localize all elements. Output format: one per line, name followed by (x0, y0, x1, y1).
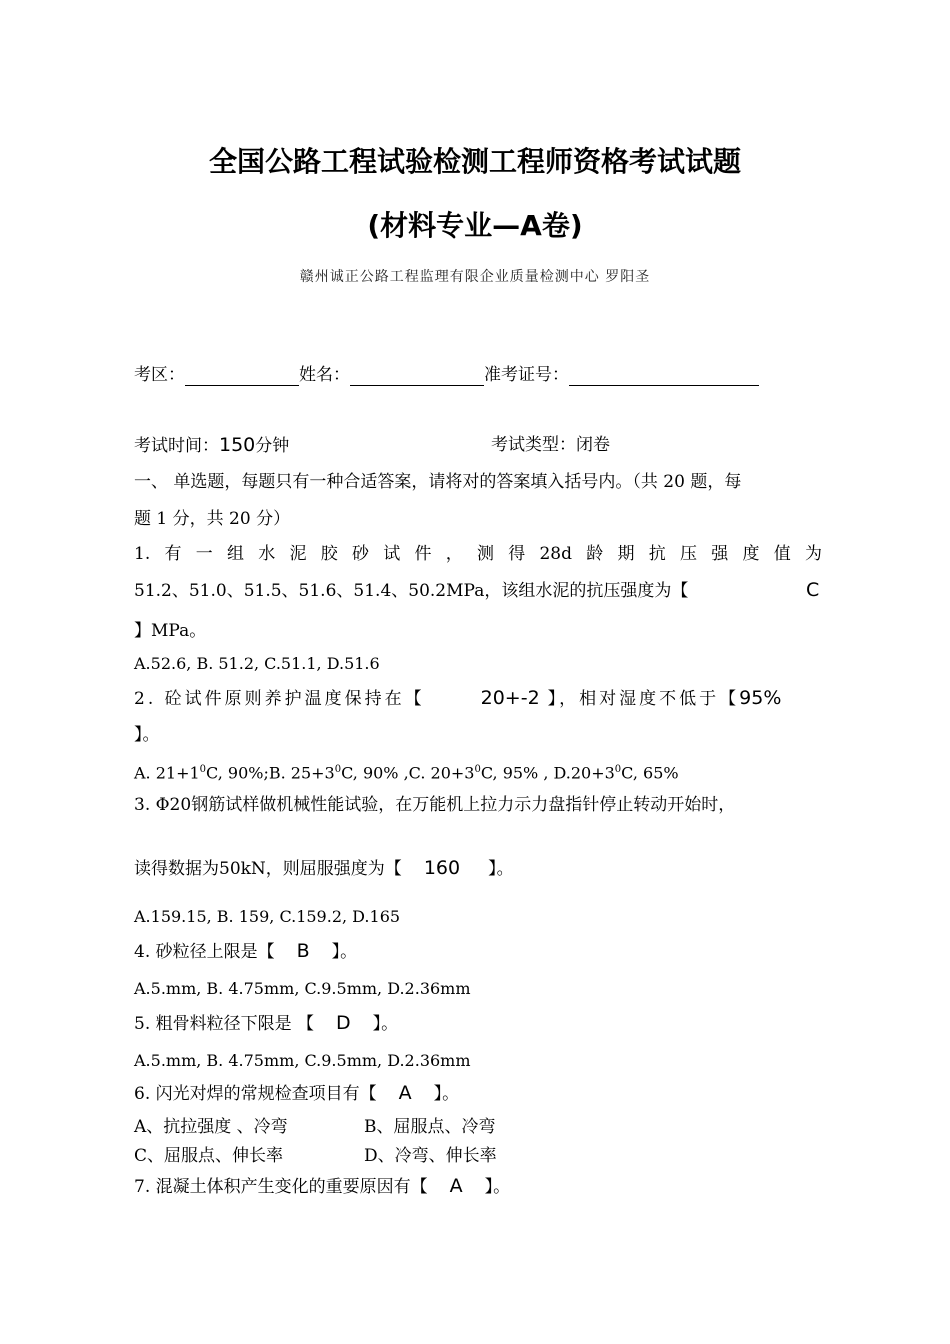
q1-line2: 51.2、51.0、51.5、51.6、51.4、50.2MPa，该组水泥的抗压强度为【 (134, 581, 689, 601)
q2-answer1: 20+-2 (480, 687, 540, 709)
q1-line1: 1. 有 一 组 水 泥 胶 砂 试 件 ， 测 得 28d 龄 期 抗 压 强 度 值 为 (134, 544, 822, 564)
q2-options: A. $21+1^0C$, 90%;B. $25+3^0C$, 90% ,C. $20+3^0C$, 95% , $D.20+3^0C$, 65% (134, 763, 679, 783)
exam-time-row (134, 434, 289, 457)
q4-options: A.5.mm, B. 4.75mm, C.9.5mm, D.2.36mm (134, 979, 471, 998)
q7-line: 7. 混凝土体积产生变化的重要原因有【 A 】。 (134, 1175, 511, 1197)
time-unit: 分钟 (255, 436, 290, 456)
q3-line2: 读得数据为50kN，则屈服强度为【 160 】。 (134, 857, 514, 879)
q6-option-d: D、冷弯、伸长率 (364, 1146, 497, 1166)
q5-line: 5. 粗骨料粒径下限是 【 D 】。 (134, 1012, 399, 1034)
area-blank (185, 367, 299, 386)
q1-answer: C (806, 579, 820, 601)
q6-option-a: A、抗拉强度 、冷弯 (134, 1117, 288, 1137)
time-value: 150 (219, 434, 256, 456)
name-label: 姓名： (299, 365, 350, 385)
q3-line1: 3. Φ20钢筋试样做机械性能试验，在万能机上拉力示力盘指针停止转动开始时， (134, 795, 736, 815)
document-subtitle: (材料专业—A卷) (367, 209, 583, 242)
section1-heading-line1: 一、 单选题，每题只有一种合适答案，请将对的答案填入括号内。（共 20 题，每 (134, 472, 742, 492)
q2-answer2: 95% (739, 687, 782, 709)
q6-option-c: C、屈服点、伸长率 (134, 1146, 284, 1166)
exam-fields-row (134, 364, 759, 386)
section1-heading-line2: 题 1 分，共 20 分） (134, 509, 291, 529)
id-blank (569, 367, 759, 386)
q6-option-b: B、屈服点、冷弯 (364, 1117, 496, 1137)
q7-answer: A (449, 1175, 463, 1197)
id-label: 准考证号： (484, 365, 569, 385)
q6-answer: A (398, 1082, 412, 1104)
q5-options: A.5.mm, B. 4.75mm, C.9.5mm, D.2.36mm (134, 1051, 471, 1070)
time-label: 考试时间： (134, 436, 219, 456)
q3-answer: 160 (423, 857, 461, 879)
q4-answer: B (296, 940, 310, 962)
exam-type: 考试类型：闭卷 (491, 435, 610, 455)
q5-answer: D (336, 1012, 351, 1034)
document-title: 全国公路工程试验检测工程师资格考试试题 (208, 145, 741, 178)
q2-line1: 2. 砼试件原则养护温度保持在【 20+-2 】，相对湿度不低于【95% (134, 687, 782, 709)
q4-line: 4. 砂粒径上限是【 B 】。 (134, 940, 358, 962)
q2-line2: 】。 (134, 725, 160, 745)
q1-options: A.52.6, B. 51.2, C.51.1, D.51.6 (134, 654, 380, 673)
author-line: 赣州诚正公路工程监理有限企业质量检测中心 罗阳圣 (299, 269, 651, 285)
area-label: 考区： (134, 365, 185, 385)
name-blank (350, 367, 484, 386)
q3-options: A.159.15, B. 159, C.159.2, D.165 (134, 907, 401, 926)
q6-line: 6. 闪光对焊的常规检查项目有【 A 】。 (134, 1082, 460, 1104)
q1-line3: 】MPa。 (134, 621, 207, 641)
